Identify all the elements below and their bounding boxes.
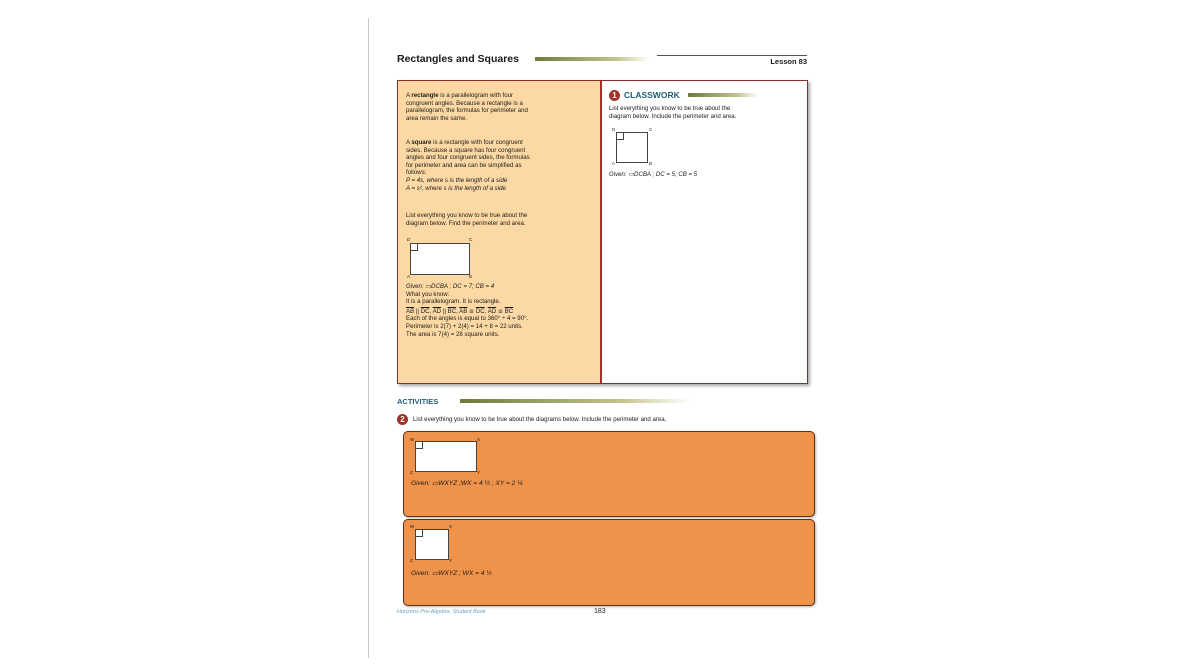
page-title: Rectangles and Squares [397,53,519,65]
activities-heading: ACTIVITIES [397,397,439,406]
page-number: 183 [594,608,606,615]
square-definition: A square is a rectangle with four congruent sides. Because a square has four congruent angles and four congruent sides, the formulas for perimeter and area can be simplified as follows: P = 4s, where s is the length of a side A = s², where s is the length of a side [406,139,594,192]
classwork-panel: 1 CLASSWORK List everything you know to be true about the diagram below. Include the perimeter and area. D C A B Given: ▭DCBA ; DC = 5; CB = 5 [602,81,807,383]
right-angle-mark [411,244,418,251]
rectangle-dcba [410,243,470,275]
right-angle-mark [416,530,423,537]
explanation-panel: A rectangle is a parallelogram with four congruent angles. Because a rectangle is a parallelogram, the formulas for perimeter and area remain the same. A square is a rectangle with four congruent sides. Because a square has four congruent angles and four congruent sides, the formulas for perimeter and area can be simplified as follows: P = 4s, where s is the length of a side A = s², where s is the length of a side List everything you know to be true about the diagram below. Find the perimeter and area. D C A B Given: ▭DCBA ; DC = 7; CB = 4 What you know: It is a parallelogram. It is rectangle. $\overline{AB}$ || $\overline{DC}$, $\overline{AD}$ || $\overline{BC}$, $\overline{AB}$ ≅ $\overline{DC}$, $\overline{AD}$ ≅ $\overline{BC}$ Each of the angles is equal to 360° ÷ 4 = 90°. Perimeter is 2(7) + 2(4) = 14 + 8 = 22 units. The area is 7(4) = 28 square units. [398,81,602,383]
footer-book-title: Horizons Pre-Algebra, Student Book [397,609,486,615]
classwork-number-badge: 1 [609,90,620,101]
example-prompt: List everything you know to be true about the diagram below. Find the perimeter and area. [406,212,528,227]
classwork-decor-bar [688,93,758,97]
example-solution: Given: ▭DCBA ; DC = 7; CB = 4 What you know: It is a parallelogram. It is rectangle. $\overline{AB}$ || $\overline{DC}$, $\overline{AD}$ || $\overline{BC}$, $\overline{AB}$ ≅ $\overline{DC}$, $\overline{AD}$ ≅ $\overline{BC}$ Each of the angles is equal to 360° ÷ 4 = 90°. Perimeter is 2(7) + 2(4) = 14 + 8 = 22 units. The area is 7(4) = 28 square units. [406,283,594,338]
parallelogram-note: It is a parallelogram. It is rectangle. [406,298,501,306]
activity-box-2: W X Z Y Given: ▭WXYZ ; WX = 4 ½ [403,519,815,606]
segment-relations: $\overline{AB}$ || $\overline{DC}$, $\overline{AD}$ || $\overline{BC}$, $\overline{AB}$ ≅ $\overline{DC}$, $\overline{AD}$ ≅ $\overline{BC}$ [406,307,514,315]
area-formula: A = s², where s is the length of a side [406,184,506,192]
right-angle-mark [416,442,423,449]
activity-1-given: Given: ▭WXYZ ;WX = 4 ½ ; XY = 2 ¼ [411,480,523,487]
activity-2-given: Given: ▭WXYZ ; WX = 4 ½ [411,570,492,577]
term-rectangle: rectangle [411,92,439,99]
activities-decor-bar [460,399,690,403]
square-wxyz [415,529,449,560]
rectangle-definition: A rectangle is a parallelogram with four congruent angles. Because a rectangle is a parallelogram, the formulas for perimeter and area remain the same. [406,92,528,122]
activity-box-1: W X Z Y Given: ▭WXYZ ;WX = 4 ½ ; XY = 2 ¼ [403,431,815,517]
lesson-content-box [397,80,808,384]
activity-number-badge: 2 [397,414,408,425]
activity-prompt: List everything you know to be true about the diagrams below. Include the perimeter and area. [413,416,667,423]
classwork-heading: CLASSWORK [624,90,680,100]
right-angle-mark [617,133,624,140]
example-given: Given: ▭DCBA ; DC = 7; CB = 4 [406,283,495,290]
classwork-given: Given: ▭DCBA ; DC = 5; CB = 5 [609,171,698,178]
lesson-label: Lesson 83 [770,57,807,66]
perimeter-formula: P = 4s, where s is the length of a side [406,176,508,184]
page-edge-line [368,18,369,658]
classwork-prompt: List everything you know to be true about the diagram below. Include the perimeter and area. [609,105,737,120]
square-dcba [616,132,648,163]
lesson-rule [657,55,807,56]
rectangle-wxyz [415,441,477,472]
term-square: square [411,139,432,146]
title-decor-bar [535,57,650,61]
